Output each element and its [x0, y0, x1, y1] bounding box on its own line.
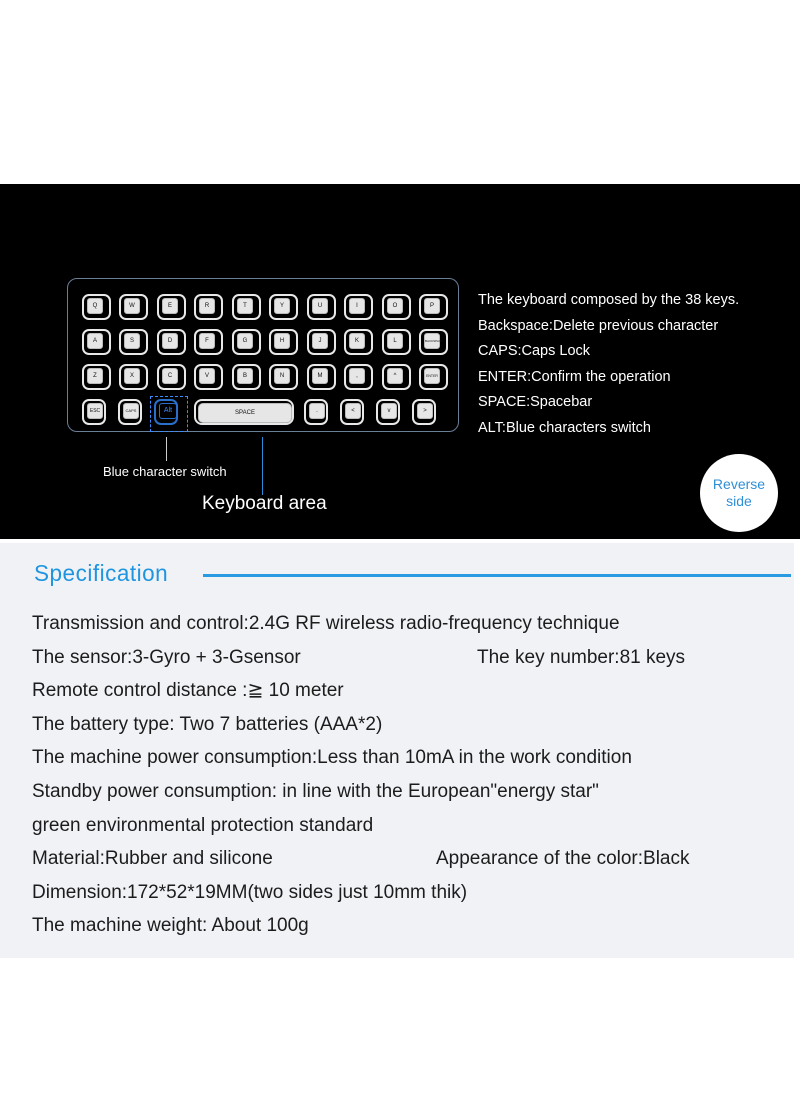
key-r: R	[194, 294, 223, 320]
key-c: C	[157, 364, 186, 390]
key-alt: Alt	[154, 399, 178, 425]
key-period: .	[304, 399, 328, 425]
key-g: G	[232, 329, 261, 355]
key-x: X	[119, 364, 148, 390]
key-t: T	[232, 294, 261, 320]
spec-transmission: Transmission and control:2.4G RF wireless radio-frequency technique	[32, 613, 620, 634]
note-backspace: Backspace:Delete previous character	[478, 317, 719, 334]
key-right-arrow: >	[412, 399, 436, 425]
key-w: W	[119, 294, 148, 320]
spec-material: Material:Rubber and silicone	[32, 848, 273, 870]
spec-sensor-row	[32, 641, 686, 675]
specification-panel	[0, 543, 794, 958]
key-function-notes	[478, 288, 739, 441]
key-e: E	[157, 294, 186, 320]
keyboard-diagram-panel	[0, 184, 800, 539]
key-esc: ESC	[82, 399, 106, 425]
spec-sensor: The sensor:3-Gyro + 3-Gsensor	[32, 646, 301, 668]
key-space: SPACE	[194, 399, 294, 425]
note-space: SPACE:Spacebar	[478, 394, 593, 410]
reverse-side-line-1: Reverse	[712, 476, 766, 492]
key-f: F	[194, 329, 223, 355]
key-o: O	[382, 294, 411, 320]
key-comma: ,	[344, 364, 373, 390]
spec-distance: Remote control distance :≧ 10 meter	[32, 680, 344, 702]
spec-color: Appearance of the color:Black	[436, 848, 690, 870]
key-backspace: BACKSPACE	[419, 329, 448, 355]
key-u: U	[307, 294, 336, 320]
key-enter: ENTER	[419, 364, 448, 390]
key-s: S	[119, 329, 148, 355]
key-q: Q	[82, 294, 111, 320]
spec-weight: The machine weight: About 100g	[32, 915, 309, 937]
key-v: V	[194, 364, 223, 390]
alt-key-highlight	[150, 396, 188, 432]
keyboard-area-label: Keyboard area	[202, 493, 327, 514]
key-n: N	[269, 364, 298, 390]
key-left-arrow: <	[340, 399, 364, 425]
key-a: A	[82, 329, 111, 355]
reverse-side-badge	[700, 454, 778, 532]
spec-title-rule	[203, 574, 791, 577]
spec-key-number: The key number:81 keys	[477, 646, 686, 668]
spec-battery: The battery type: Two 7 batteries (AAA*2)	[32, 713, 383, 735]
blue-switch-label: Blue character switch	[103, 464, 227, 479]
key-h: H	[269, 329, 298, 355]
reverse-side-line-2: side	[726, 493, 752, 509]
key-l: L	[382, 329, 411, 355]
key-d: D	[157, 329, 186, 355]
key-z: Z	[82, 364, 111, 390]
key-i: I	[344, 294, 373, 320]
key-k: K	[344, 329, 373, 355]
key-y: Y	[269, 294, 298, 320]
key-down-arrow: v	[376, 399, 400, 425]
spec-standby-2: green environmental protection standard	[32, 814, 374, 836]
key-caps: CAPS	[118, 399, 142, 425]
note-enter: ENTER:Confirm the operation	[478, 368, 671, 385]
keyboard-area-pointer	[262, 437, 263, 495]
key-p: P	[419, 294, 448, 320]
key-b: B	[232, 364, 261, 390]
blue-switch-pointer	[166, 437, 167, 461]
key-j: J	[307, 329, 336, 355]
note-alt: ALT:Blue characters switch	[478, 419, 651, 436]
spec-dimension: Dimension:172*52*19MM(two sides just 10mm thik)	[32, 881, 468, 903]
spec-material-row	[32, 842, 690, 876]
spec-list	[32, 607, 690, 943]
key-up-arrow: ^	[382, 364, 411, 390]
spec-standby-1: Standby power consumption: in line with the European"energy star"	[32, 780, 599, 802]
note-caps: CAPS:Caps Lock	[478, 343, 591, 359]
note-key-count: The keyboard composed by the 38 keys.	[478, 292, 740, 308]
key-m: M	[307, 364, 336, 390]
spec-power: The machine power consumption:Less than 10mA in the work condition	[32, 747, 632, 769]
spec-title: Specification	[34, 560, 169, 586]
